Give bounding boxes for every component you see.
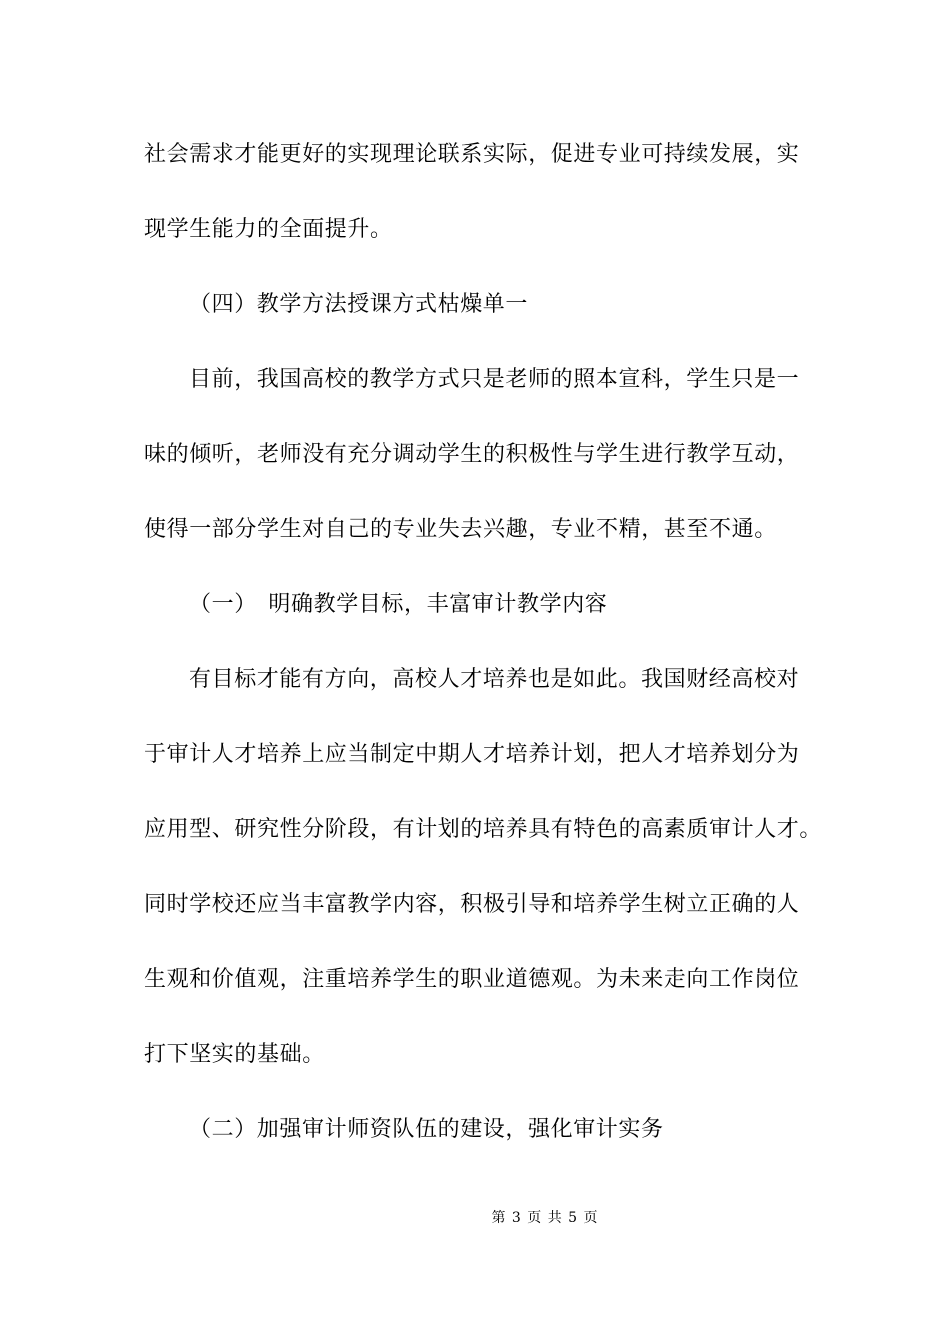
- paragraph-line: 应用型、研究性分阶段，有计划的培养具有特色的高素质审计人才。: [144, 817, 823, 842]
- paragraph-line: 目前，我国高校的教学方式只是老师的照本宣科，学生只是一: [189, 367, 800, 392]
- page-footer: 第 3 页 共 5 页: [491, 1210, 599, 1226]
- section-heading-4: （四）教学方法授课方式枯燥单一: [189, 292, 529, 317]
- paragraph-line: 现学生能力的全面提升。: [144, 217, 393, 242]
- paragraph-line: 使得一部分学生对自己的专业失去兴趣，专业不精，甚至不通。: [144, 517, 777, 542]
- section-heading-2: （二）加强审计师资队伍的建设，强化审计实务: [189, 1117, 664, 1142]
- paragraph-line: 生观和价值观，注重培养学生的职业道德观。为未来走向工作岗位: [144, 967, 800, 992]
- paragraph-line: 打下坚实的基础。: [144, 1042, 325, 1067]
- section-heading-1: （一） 明确教学目标，丰富审计教学内容: [189, 592, 608, 617]
- paragraph-line: 有目标才能有方向，高校人才培养也是如此。我国财经高校对: [189, 667, 800, 692]
- paragraph-line: 于审计人才培养上应当制定中期人才培养计划，把人才培养划分为: [144, 742, 800, 767]
- paragraph-line: 味的倾听，老师没有充分调动学生的积极性与学生进行教学互动，: [144, 442, 800, 467]
- paragraph-line: 社会需求才能更好的实现理论联系实际，促进专业可持续发展，实: [144, 142, 800, 167]
- paragraph-line: 同时学校还应当丰富教学内容，积极引导和培养学生树立正确的人: [144, 892, 800, 917]
